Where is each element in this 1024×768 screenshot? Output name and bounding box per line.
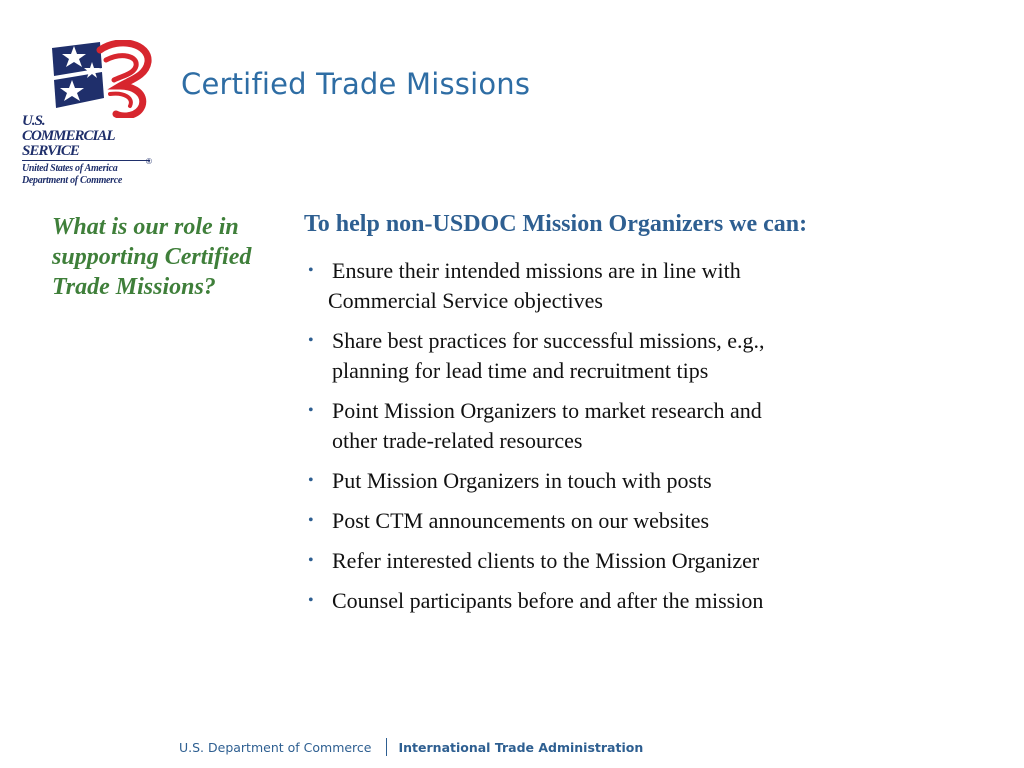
flag-stars-emblem [50,40,160,118]
bullet-item [300,546,940,576]
logo-usa: United States of America [22,163,118,174]
bullet-text-cont: Commercial Service objectives [328,288,603,313]
bullet-text: Share best practices for successful missions, e.g., [332,328,765,353]
bullet-dot-icon: • [308,262,314,279]
side-question: What is our role in supporting Certified Trade Missions? [52,214,252,300]
logo-commercial: COMMERCIAL [22,128,115,144]
logo-wordmark [22,114,157,186]
bullet-text: Post CTM announcements on our websites [332,508,710,533]
footer-doc: U.S. Department of Commerce [179,739,372,755]
logo-doc: Department of Commerce [22,174,123,186]
bullet-text-cont: planning for lead time and recruitment tips [332,358,709,383]
bullet-text: Counsel participants before and after the mission [332,588,764,613]
bullet-text: Point Mission Organizers to market research and [332,398,762,423]
logo-service: SERVICE [22,143,79,159]
us-commercial-service-logo [22,40,162,185]
bullet-list [300,256,940,626]
bullet-text: Refer interested clients to the Mission Organizer [332,548,760,573]
bullet-item [300,586,940,616]
registered-mark: ® [146,157,152,166]
bullet-dot-icon: • [308,552,314,569]
bullet-dot-icon: • [308,512,314,529]
bullet-text-cont: other trade-related resources [332,428,583,453]
footer [179,738,643,756]
bullet-item [300,506,940,536]
footer-separator [386,738,387,756]
bullet-dot-icon: • [308,332,314,349]
bullet-dot-icon: • [308,472,314,489]
logo-rule [22,160,150,161]
bullet-text: Put Mission Organizers in touch with posts [332,468,712,493]
footer-ita: International Trade Administration [398,739,644,755]
bullet-text: Ensure their intended missions are in line with [332,258,741,283]
slide-title: Certified Trade Missions [181,67,531,101]
bullet-dot-icon: • [308,402,314,419]
content-heading: To help non-USDOC Mission Organizers we can: [304,211,808,237]
bullet-item [300,326,940,386]
bullet-item [300,466,940,496]
bullet-dot-icon: • [308,592,314,609]
bullet-item [300,256,940,316]
bullet-item [300,396,940,456]
logo-us: U.S. [22,113,45,129]
